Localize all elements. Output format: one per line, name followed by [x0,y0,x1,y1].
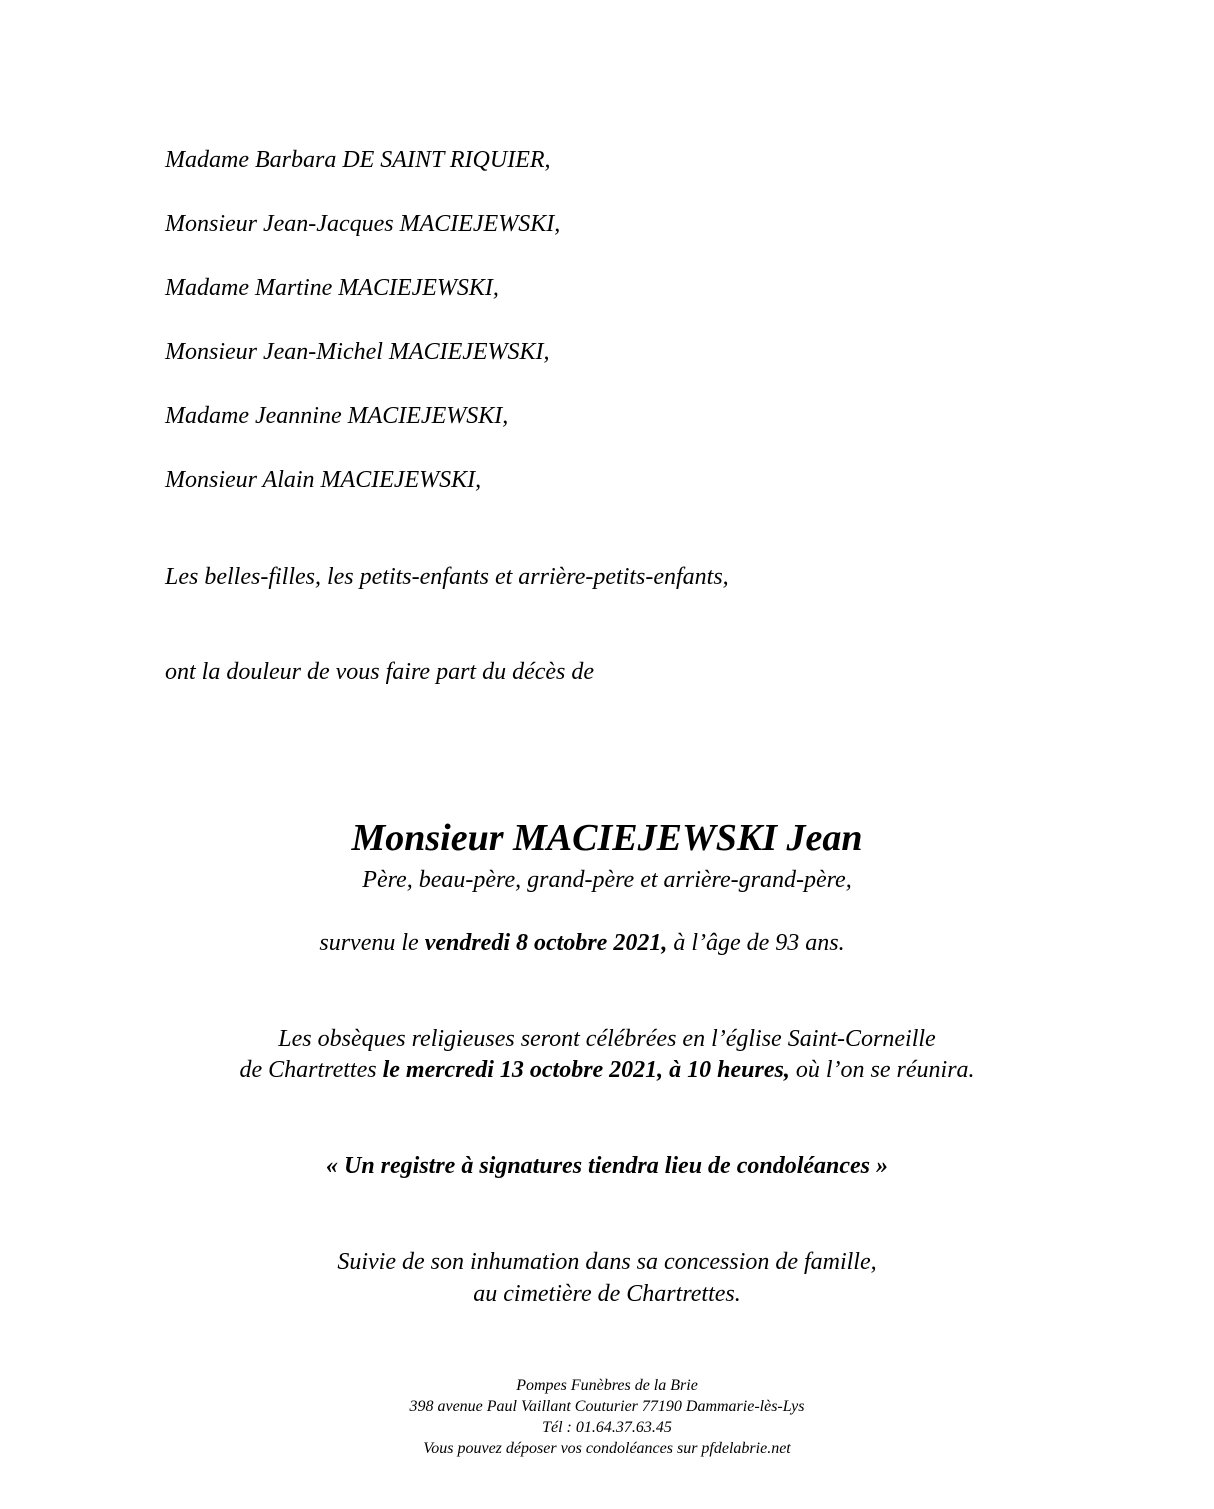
ceremony-place: de Chartrettes [239,1057,383,1083]
family-member-4: Monsieur Jean-Michel MACIEJEWSKI, [165,339,550,365]
family-member-1: Madame Barbara DE SAINT RIQUIER, [165,147,551,173]
registry-notice: « Un registre à signatures tiendra lieu de condoléances » [325,1153,889,1179]
deceased-name: Monsieur MACIEJEWSKI Jean [351,817,863,859]
ceremony-meeting: où l’on se réunira. [789,1057,975,1083]
ceremony-date-time: le mercredi 13 octobre 2021, à 10 heures, [382,1057,790,1083]
death-suffix: à l’âge de 93 ans. [667,930,845,956]
deceased-relation: Père, beau-père, grand-père et arrière-grand-père, [362,867,852,893]
ceremony-line-2 [0,1055,1214,1085]
death-prefix: survenu le [319,930,425,956]
footer-company: Pompes Funèbres de la Brie [516,1377,698,1394]
footer-phone: Tél : 01.64.37.63.45 [542,1419,672,1436]
burial-line-2: au cimetière de Chartrettes. [473,1281,741,1307]
family-member-2: Monsieur Jean-Jacques MACIEJEWSKI, [165,211,561,237]
announcement-line: ont la douleur de vous faire part du décès de [165,659,595,685]
family-member-6: Monsieur Alain MACIEJEWSKI, [165,467,482,493]
death-date: vendredi 8 octobre 2021, [424,930,668,956]
ceremony-line-1: Les obsèques religieuses seront célébrées en l’église Saint-Corneille [278,1026,936,1052]
burial-line-1: Suivie de son inhumation dans sa concession de famille, [337,1249,877,1275]
footer-condolences: Vous pouvez déposer vos condoléances sur pfdelabrie.net [423,1440,791,1457]
footer-address: 398 avenue Paul Vaillant Couturier 77190 Dammarie-lès-Lys [409,1398,805,1415]
family-member-3: Madame Martine MACIEJEWSKI, [165,275,499,301]
death-announcement [0,928,1189,958]
family-member-5: Madame Jeannine MACIEJEWSKI, [165,403,509,429]
relatives-line: Les belles-filles, les petits-enfants et arrière-petits-enfants, [165,564,729,590]
